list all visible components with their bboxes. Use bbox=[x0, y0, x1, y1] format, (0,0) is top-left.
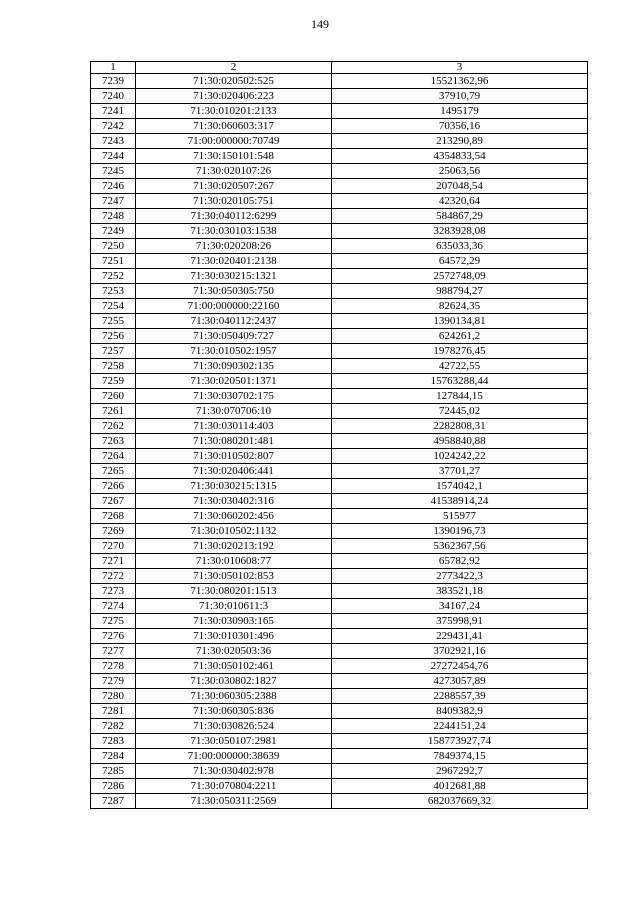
cadastral-number-cell: 71:30:050107:2981 bbox=[136, 734, 332, 749]
row-number-cell: 7252 bbox=[91, 269, 136, 284]
table-row bbox=[91, 614, 588, 629]
value-cell: 624261,2 bbox=[332, 329, 588, 344]
table-row bbox=[91, 344, 588, 359]
value-cell: 15763288,44 bbox=[332, 374, 588, 389]
value-cell: 584867,29 bbox=[332, 209, 588, 224]
table-row bbox=[91, 449, 588, 464]
row-number-cell: 7256 bbox=[91, 329, 136, 344]
row-number-cell: 7253 bbox=[91, 284, 136, 299]
row-number-cell: 7268 bbox=[91, 509, 136, 524]
row-number-cell: 7278 bbox=[91, 659, 136, 674]
value-cell: 65782,92 bbox=[332, 554, 588, 569]
row-number-cell: 7243 bbox=[91, 134, 136, 149]
row-number-cell: 7260 bbox=[91, 389, 136, 404]
cadastral-number-cell: 71:30:060603:317 bbox=[136, 119, 332, 134]
row-number-cell: 7246 bbox=[91, 179, 136, 194]
value-cell: 158773927,74 bbox=[332, 734, 588, 749]
value-cell: 1390134,81 bbox=[332, 314, 588, 329]
cadastral-number-cell: 71:30:070706:10 bbox=[136, 404, 332, 419]
table-row bbox=[91, 299, 588, 314]
row-number-cell: 7240 bbox=[91, 89, 136, 104]
data-table-container bbox=[90, 61, 588, 809]
value-cell: 41538914,24 bbox=[332, 494, 588, 509]
table-row bbox=[91, 74, 588, 89]
value-cell: 383521,18 bbox=[332, 584, 588, 599]
table-row bbox=[91, 89, 588, 104]
table-header-row bbox=[91, 62, 588, 74]
table-row bbox=[91, 479, 588, 494]
row-number-cell: 7244 bbox=[91, 149, 136, 164]
cadastral-number-cell: 71:30:050102:853 bbox=[136, 569, 332, 584]
row-number-cell: 7272 bbox=[91, 569, 136, 584]
row-number-cell: 7241 bbox=[91, 104, 136, 119]
column-header-3: 3 bbox=[332, 62, 588, 74]
cadastral-number-cell: 71:30:020401:2138 bbox=[136, 254, 332, 269]
table-row bbox=[91, 404, 588, 419]
cadastral-number-cell: 71:30:030402:978 bbox=[136, 764, 332, 779]
value-cell: 70356,16 bbox=[332, 119, 588, 134]
table-row bbox=[91, 689, 588, 704]
cadastral-number-cell: 71:30:010502:1132 bbox=[136, 524, 332, 539]
value-cell: 635033,36 bbox=[332, 239, 588, 254]
row-number-cell: 7273 bbox=[91, 584, 136, 599]
page-number: 149 bbox=[311, 17, 329, 31]
table-row bbox=[91, 149, 588, 164]
cadastral-number-cell: 71:30:030215:1315 bbox=[136, 479, 332, 494]
table-row bbox=[91, 164, 588, 179]
table-row bbox=[91, 764, 588, 779]
table-row bbox=[91, 434, 588, 449]
column-header-1: 1 bbox=[91, 62, 136, 74]
row-number-cell: 7283 bbox=[91, 734, 136, 749]
table-row bbox=[91, 389, 588, 404]
cadastral-number-cell: 71:30:020213:192 bbox=[136, 539, 332, 554]
row-number-cell: 7258 bbox=[91, 359, 136, 374]
row-number-cell: 7282 bbox=[91, 719, 136, 734]
value-cell: 1390196,73 bbox=[332, 524, 588, 539]
row-number-cell: 7270 bbox=[91, 539, 136, 554]
value-cell: 229431,41 bbox=[332, 629, 588, 644]
row-number-cell: 7248 bbox=[91, 209, 136, 224]
table-row bbox=[91, 179, 588, 194]
value-cell: 127844,15 bbox=[332, 389, 588, 404]
table-row bbox=[91, 539, 588, 554]
value-cell: 37910,79 bbox=[332, 89, 588, 104]
cadastral-number-cell: 71:30:030903:165 bbox=[136, 614, 332, 629]
cadastral-number-cell: 71:30:040112:2437 bbox=[136, 314, 332, 329]
table-row bbox=[91, 134, 588, 149]
value-cell: 42320,64 bbox=[332, 194, 588, 209]
cadastral-number-cell: 71:30:090302:135 bbox=[136, 359, 332, 374]
cadastral-number-cell: 71:30:030215:1321 bbox=[136, 269, 332, 284]
table-row bbox=[91, 419, 588, 434]
value-cell: 34167,24 bbox=[332, 599, 588, 614]
table-row bbox=[91, 104, 588, 119]
table-row bbox=[91, 569, 588, 584]
row-number-cell: 7255 bbox=[91, 314, 136, 329]
value-cell: 8409382,9 bbox=[332, 704, 588, 719]
cadastral-number-cell: 71:30:030103:1538 bbox=[136, 224, 332, 239]
table-row bbox=[91, 494, 588, 509]
row-number-cell: 7264 bbox=[91, 449, 136, 464]
value-cell: 988794,27 bbox=[332, 284, 588, 299]
table-row bbox=[91, 119, 588, 134]
row-number-cell: 7249 bbox=[91, 224, 136, 239]
value-cell: 1024242,22 bbox=[332, 449, 588, 464]
row-number-cell: 7257 bbox=[91, 344, 136, 359]
table-row bbox=[91, 554, 588, 569]
value-cell: 375998,91 bbox=[332, 614, 588, 629]
table-row bbox=[91, 209, 588, 224]
value-cell: 42722,55 bbox=[332, 359, 588, 374]
table-row bbox=[91, 749, 588, 764]
cadastral-number-cell: 71:30:020208:26 bbox=[136, 239, 332, 254]
row-number-cell: 7269 bbox=[91, 524, 136, 539]
row-number-cell: 7286 bbox=[91, 779, 136, 794]
value-cell: 1495179 bbox=[332, 104, 588, 119]
cadastral-number-cell: 71:30:030402:316 bbox=[136, 494, 332, 509]
table-row bbox=[91, 644, 588, 659]
value-cell: 4354833,54 bbox=[332, 149, 588, 164]
cadastral-number-cell: 71:30:010608:77 bbox=[136, 554, 332, 569]
table-row bbox=[91, 464, 588, 479]
table-row bbox=[91, 719, 588, 734]
row-number-cell: 7261 bbox=[91, 404, 136, 419]
row-number-cell: 7287 bbox=[91, 794, 136, 809]
cadastral-number-cell: 71:00:000000:38639 bbox=[136, 749, 332, 764]
row-number-cell: 7284 bbox=[91, 749, 136, 764]
value-cell: 2288557,39 bbox=[332, 689, 588, 704]
cadastral-number-cell: 71:30:030826:524 bbox=[136, 719, 332, 734]
value-cell: 64572,29 bbox=[332, 254, 588, 269]
value-cell: 1978276,45 bbox=[332, 344, 588, 359]
value-cell: 2967292,7 bbox=[332, 764, 588, 779]
value-cell: 207048,54 bbox=[332, 179, 588, 194]
cadastral-number-cell: 71:30:080201:481 bbox=[136, 434, 332, 449]
row-number-cell: 7250 bbox=[91, 239, 136, 254]
value-cell: 4273057,89 bbox=[332, 674, 588, 689]
cadastral-number-cell: 71:30:050409:727 bbox=[136, 329, 332, 344]
value-cell: 2282808,31 bbox=[332, 419, 588, 434]
row-number-cell: 7281 bbox=[91, 704, 136, 719]
row-number-cell: 7247 bbox=[91, 194, 136, 209]
table-row bbox=[91, 239, 588, 254]
cadastral-number-cell: 71:30:020105:751 bbox=[136, 194, 332, 209]
cadastral-number-cell: 71:30:010201:2133 bbox=[136, 104, 332, 119]
value-cell: 1574042,1 bbox=[332, 479, 588, 494]
value-cell: 25063,56 bbox=[332, 164, 588, 179]
cadastral-number-cell: 71:30:020107:26 bbox=[136, 164, 332, 179]
cadastral-number-cell: 71:30:030802:1827 bbox=[136, 674, 332, 689]
table-row bbox=[91, 329, 588, 344]
table-body bbox=[91, 74, 588, 809]
cadastral-number-cell: 71:30:010301:496 bbox=[136, 629, 332, 644]
cadastral-number-cell: 71:30:070804:2211 bbox=[136, 779, 332, 794]
cadastral-number-cell: 71:30:040112:6299 bbox=[136, 209, 332, 224]
row-number-cell: 7265 bbox=[91, 464, 136, 479]
row-number-cell: 7239 bbox=[91, 74, 136, 89]
table-row bbox=[91, 629, 588, 644]
row-number-cell: 7280 bbox=[91, 689, 136, 704]
cadastral-number-cell: 71:30:030114:403 bbox=[136, 419, 332, 434]
table-row bbox=[91, 734, 588, 749]
table-row bbox=[91, 254, 588, 269]
cadastral-number-cell: 71:30:050305:750 bbox=[136, 284, 332, 299]
value-cell: 37701,27 bbox=[332, 464, 588, 479]
table-row bbox=[91, 374, 588, 389]
cadastral-number-cell: 71:30:020502:525 bbox=[136, 74, 332, 89]
cadastral-number-cell: 71:30:010611:3 bbox=[136, 599, 332, 614]
cadastral-number-cell: 71:00:000000:70749 bbox=[136, 134, 332, 149]
table-row bbox=[91, 314, 588, 329]
cadastral-number-cell: 71:30:020507:267 bbox=[136, 179, 332, 194]
value-cell: 27272454,76 bbox=[332, 659, 588, 674]
row-number-cell: 7263 bbox=[91, 434, 136, 449]
cadastral-number-cell: 71:30:060305:2388 bbox=[136, 689, 332, 704]
table-row bbox=[91, 659, 588, 674]
value-cell: 72445,02 bbox=[332, 404, 588, 419]
cadastral-number-cell: 71:30:080201:1513 bbox=[136, 584, 332, 599]
value-cell: 2572748,09 bbox=[332, 269, 588, 284]
cadastral-number-cell: 71:30:010502:1957 bbox=[136, 344, 332, 359]
row-number-cell: 7245 bbox=[91, 164, 136, 179]
value-cell: 7849374,15 bbox=[332, 749, 588, 764]
row-number-cell: 7254 bbox=[91, 299, 136, 314]
row-number-cell: 7262 bbox=[91, 419, 136, 434]
row-number-cell: 7267 bbox=[91, 494, 136, 509]
value-cell: 82624,35 bbox=[332, 299, 588, 314]
table-row bbox=[91, 704, 588, 719]
value-cell: 3702921,16 bbox=[332, 644, 588, 659]
row-number-cell: 7277 bbox=[91, 644, 136, 659]
table-row bbox=[91, 524, 588, 539]
table-row bbox=[91, 794, 588, 809]
value-cell: 682037669,32 bbox=[332, 794, 588, 809]
table-row bbox=[91, 584, 588, 599]
table-row bbox=[91, 779, 588, 794]
value-cell: 15521362,96 bbox=[332, 74, 588, 89]
row-number-cell: 7266 bbox=[91, 479, 136, 494]
cadastral-number-cell: 71:00:000000:22160 bbox=[136, 299, 332, 314]
cadastral-number-cell: 71:30:050102:461 bbox=[136, 659, 332, 674]
value-cell: 2773422,3 bbox=[332, 569, 588, 584]
cadastral-number-cell: 71:30:020406:441 bbox=[136, 464, 332, 479]
value-cell: 3283928,08 bbox=[332, 224, 588, 239]
row-number-cell: 7285 bbox=[91, 764, 136, 779]
row-number-cell: 7259 bbox=[91, 374, 136, 389]
table-row bbox=[91, 194, 588, 209]
cadastral-number-cell: 71:30:030702:175 bbox=[136, 389, 332, 404]
cadastral-number-cell: 71:30:060202:456 bbox=[136, 509, 332, 524]
value-cell: 213290,89 bbox=[332, 134, 588, 149]
table-row bbox=[91, 509, 588, 524]
row-number-cell: 7274 bbox=[91, 599, 136, 614]
row-number-cell: 7276 bbox=[91, 629, 136, 644]
row-number-cell: 7242 bbox=[91, 119, 136, 134]
value-cell: 2244151,24 bbox=[332, 719, 588, 734]
cadastral-number-cell: 71:30:010502:807 bbox=[136, 449, 332, 464]
cadastral-number-cell: 71:30:060305:836 bbox=[136, 704, 332, 719]
cadastral-number-cell: 71:30:020406:223 bbox=[136, 89, 332, 104]
cadastral-number-cell: 71:30:020501:1371 bbox=[136, 374, 332, 389]
row-number-cell: 7251 bbox=[91, 254, 136, 269]
table-row bbox=[91, 284, 588, 299]
table-row bbox=[91, 674, 588, 689]
column-header-2: 2 bbox=[136, 62, 332, 74]
value-cell: 4012681,88 bbox=[332, 779, 588, 794]
value-cell: 5362367,56 bbox=[332, 539, 588, 554]
table-row bbox=[91, 359, 588, 374]
value-cell: 515977 bbox=[332, 509, 588, 524]
data-table bbox=[90, 61, 588, 809]
table-row bbox=[91, 269, 588, 284]
table-row bbox=[91, 599, 588, 614]
value-cell: 4958840,88 bbox=[332, 434, 588, 449]
row-number-cell: 7275 bbox=[91, 614, 136, 629]
cadastral-number-cell: 71:30:050311:2569 bbox=[136, 794, 332, 809]
row-number-cell: 7279 bbox=[91, 674, 136, 689]
row-number-cell: 7271 bbox=[91, 554, 136, 569]
table-row bbox=[91, 224, 588, 239]
cadastral-number-cell: 71:30:020503:36 bbox=[136, 644, 332, 659]
cadastral-number-cell: 71:30:150101:548 bbox=[136, 149, 332, 164]
